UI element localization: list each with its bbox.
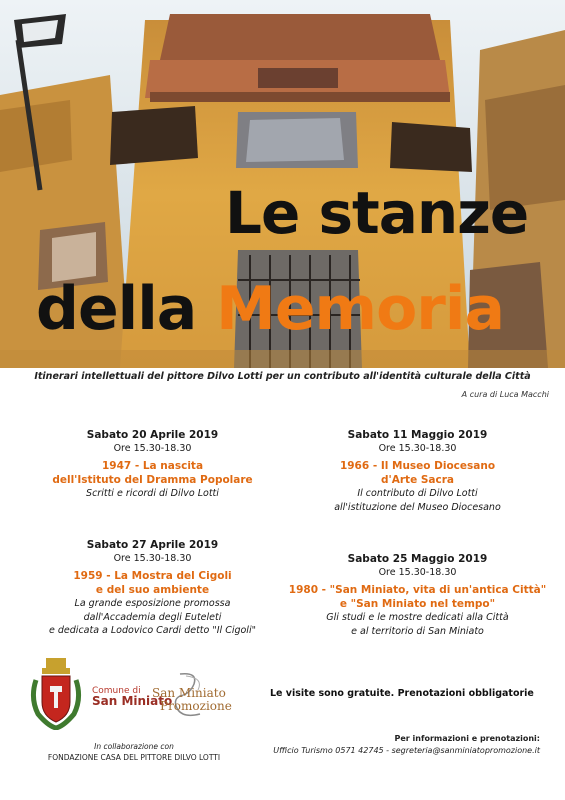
hero-photo	[0, 0, 565, 368]
title-line-1: Le stanze	[225, 179, 529, 247]
info-contact	[273, 733, 540, 757]
event-heading-line: 1947 - La nascita	[101, 460, 204, 472]
event-2	[285, 428, 550, 514]
event-heading-line: d'Arte Sacra	[381, 474, 454, 486]
promozione-line-2: Promozione	[160, 699, 232, 713]
event-date: Sabato 25 Maggio 2019	[347, 553, 488, 565]
event-date: Sabato 27 Aprile 2019	[86, 539, 219, 551]
event-heading-line: e "San Miniato nel tempo"	[339, 598, 496, 610]
event-time: Ore 15.30-18.30	[113, 443, 192, 454]
comune-name: San Miniato	[92, 694, 173, 708]
comune-small-label: Comune di	[92, 686, 141, 696]
event-description-line: Scritti e ricordi di Dilvo Lotti	[86, 488, 219, 499]
subtitle: Itinerari intellettuali del pittore Dilvo Lotti per un contributo all'identità culturale della Città	[34, 371, 531, 382]
curator-credit: A cura di Luca Macchi	[461, 390, 549, 399]
event-description-line: e dedicata a Lodovico Cardi detto "Il Cigoli"	[49, 625, 256, 636]
event-heading-line: 1980 - "San Miniato, vita di un'antica Città"	[288, 584, 547, 596]
event-time: Ore 15.30-18.30	[378, 443, 457, 454]
title-highlight: Memoria	[216, 274, 504, 344]
event-heading-line: dell'Istituto del Dramma Popolare	[52, 474, 253, 486]
event-description-line: Il contributo di Dilvo Lotti	[357, 488, 478, 499]
free-visits-notice: Le visite sono gratuite. Prenotazioni obbligatorie	[270, 688, 534, 699]
event-3	[20, 538, 285, 638]
event-date: Sabato 11 Maggio 2019	[347, 429, 488, 441]
event-time: Ore 15.30-18.30	[113, 553, 192, 564]
collab-label: In collaborazione con	[94, 742, 174, 751]
event-date: Sabato 20 Aprile 2019	[86, 429, 219, 441]
event-heading-line: 1966 - Il Museo Diocesano	[339, 460, 496, 472]
event-description-line: Gli studi e le mostre dedicati alla Città	[326, 612, 509, 623]
title-line-2	[36, 276, 504, 342]
collaboration-credit	[40, 741, 228, 763]
event-description-line: e al territorio di San Miniato	[351, 625, 484, 637]
event-description-line: dall'Accademia degli Euteleti	[83, 611, 222, 623]
event-description-line: La grande esposizione promossa	[74, 598, 231, 609]
title-line-2-plain: della	[36, 274, 217, 344]
event-heading-line: 1959 - La Mostra del Cigoli	[73, 570, 232, 582]
san-miniato-promozione-logo	[150, 670, 230, 720]
event-description-line: all'istituzione del Museo Diocesano	[334, 501, 501, 513]
comune-crest-icon	[28, 658, 84, 730]
event-time: Ore 15.30-18.30	[378, 567, 457, 578]
info-contact-line: Ufficio Turismo 0571 42745 - segreteria@sanminiatopromozione.it	[273, 746, 540, 755]
info-label: Per informazioni e prenotazioni:	[394, 734, 540, 743]
collab-foundation: FONDAZIONE CASA DEL PITTORE DILVO LOTTI	[47, 753, 221, 762]
event-heading-line: e del suo ambiente	[95, 584, 210, 596]
event-1	[20, 428, 285, 501]
event-4	[285, 552, 550, 638]
promozione-line-1: San Miniato	[152, 686, 226, 700]
